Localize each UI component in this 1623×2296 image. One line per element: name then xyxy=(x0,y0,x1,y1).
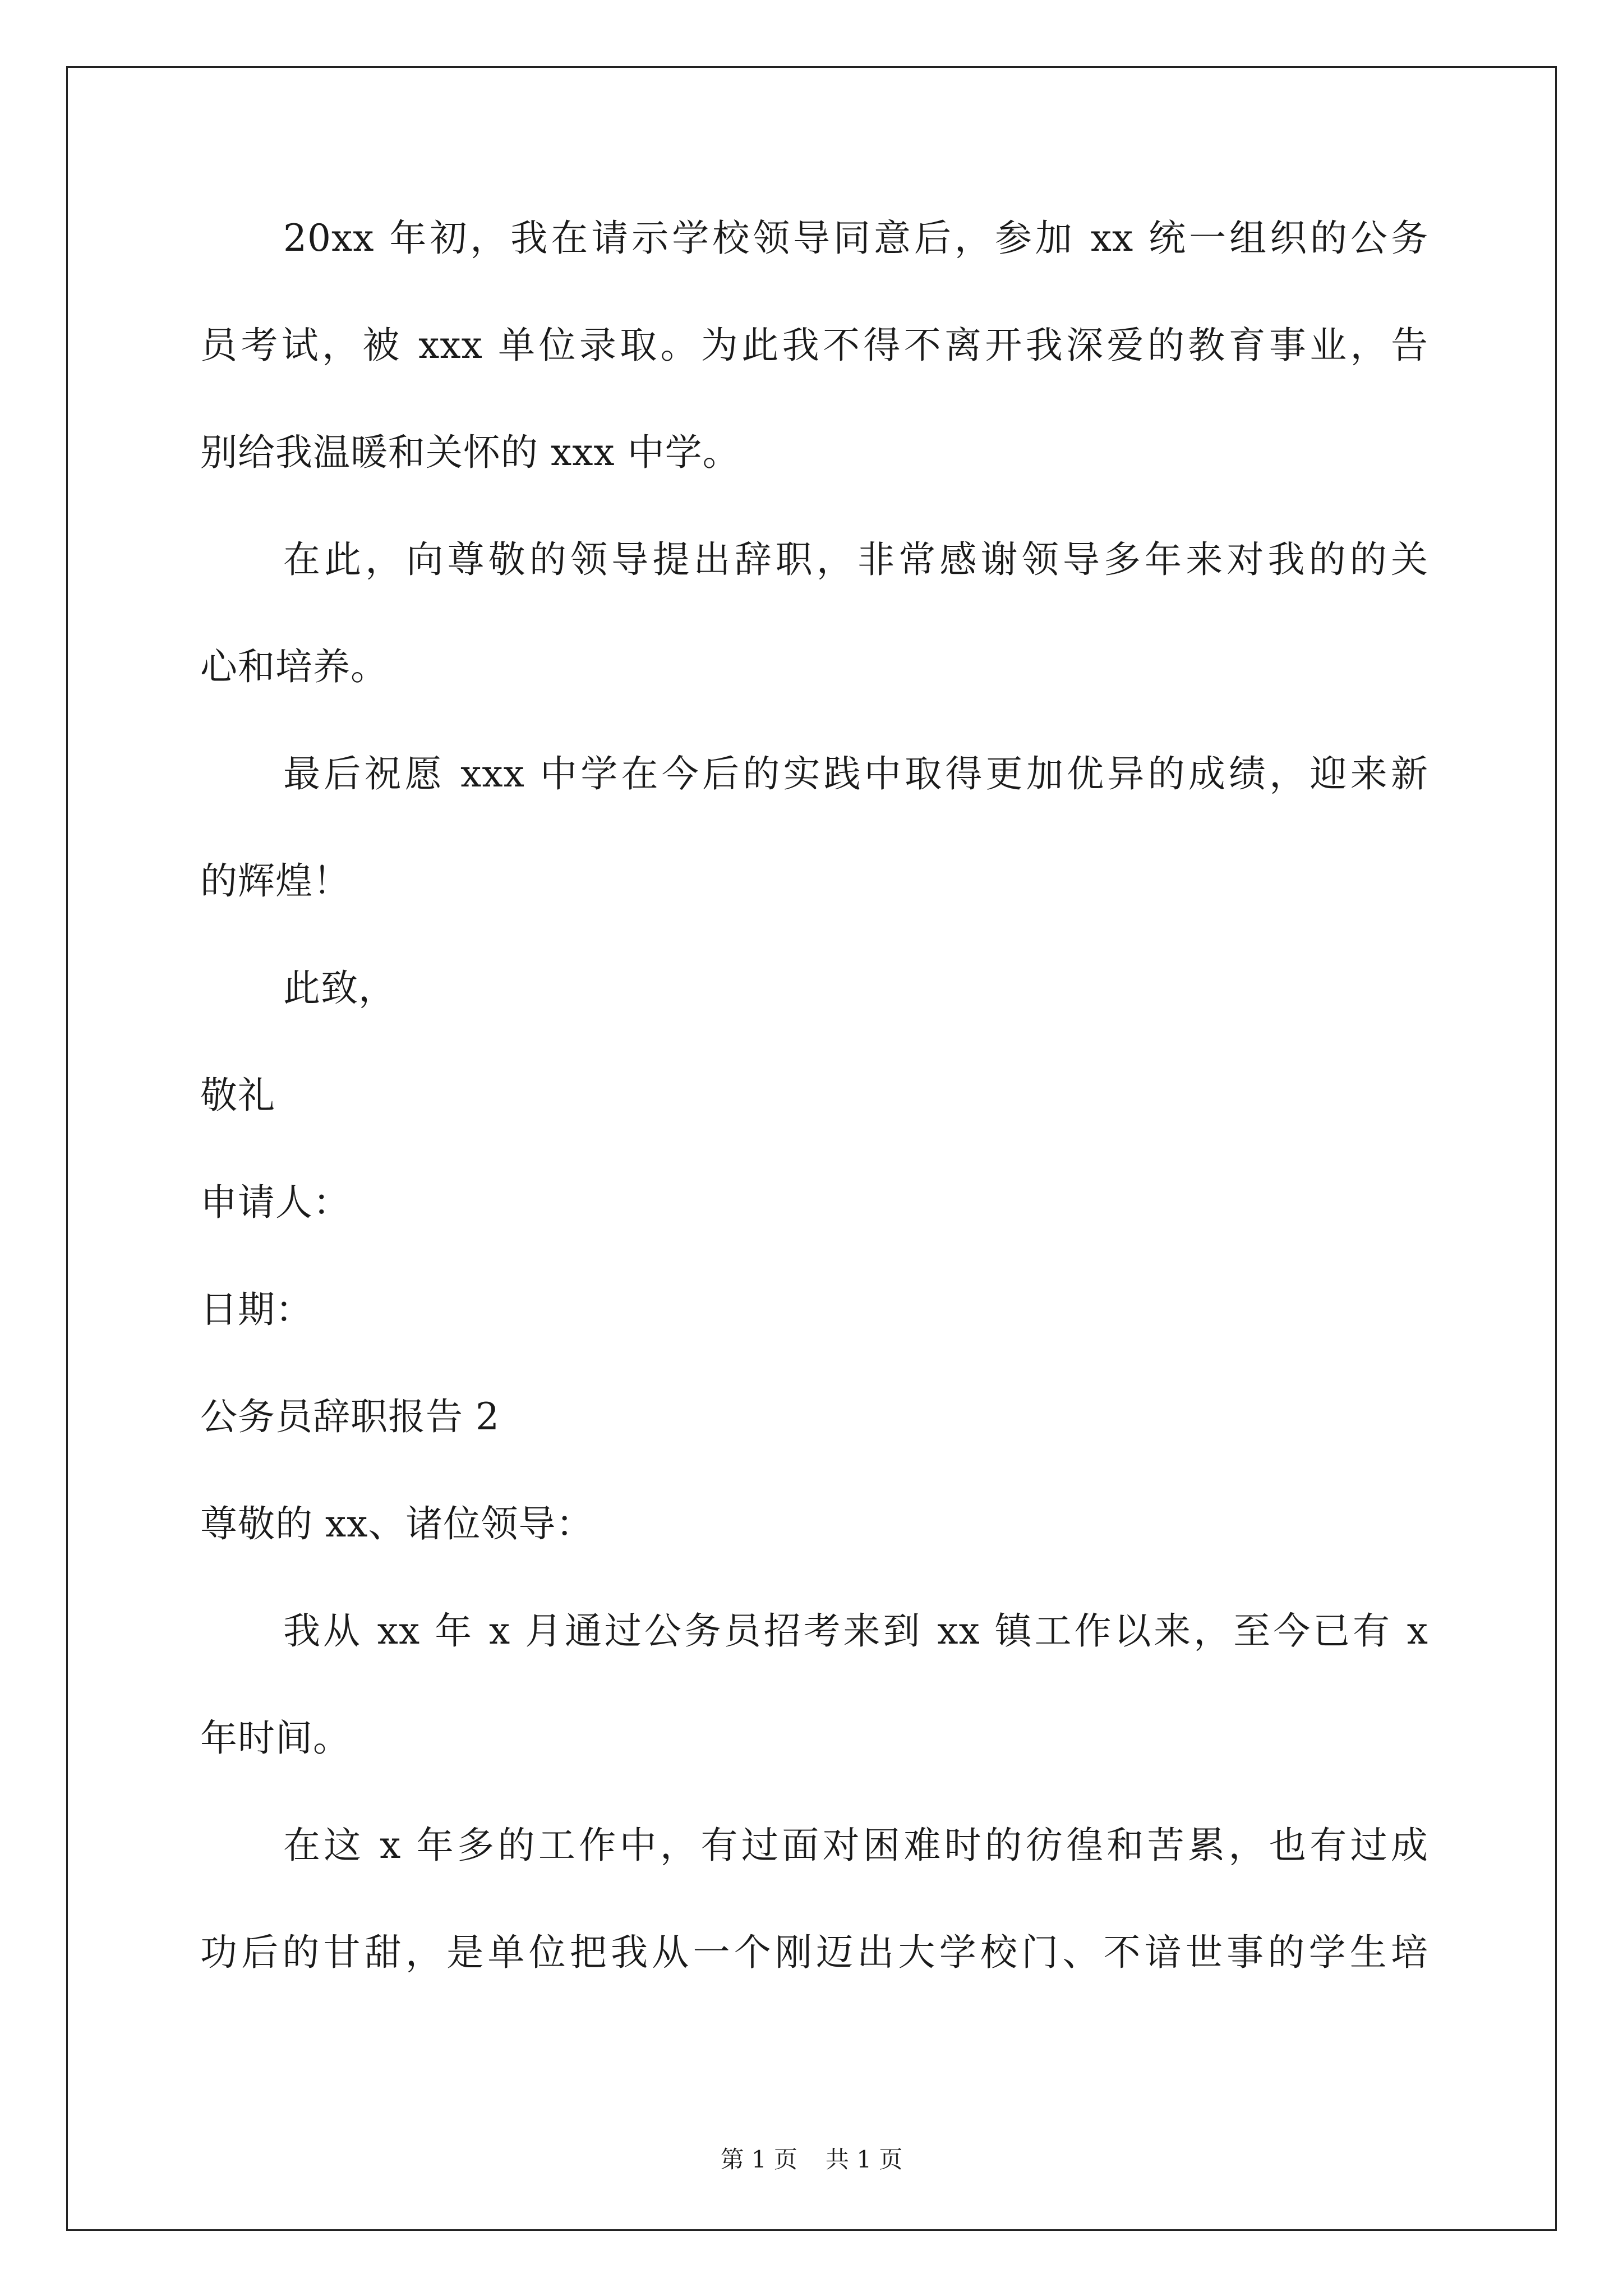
paragraph-1-line-2: 员考试，被 xxx 单位录取。为此我不得不离开我深爱的教育事业，告 xyxy=(200,324,1428,367)
paragraph-3-line-1: 最后祝愿 xxx 中学在今后的实践中取得更加优异的成绩，迎来新 xyxy=(283,752,1428,795)
page-total: 共 1 页 xyxy=(826,2146,903,2173)
section-title: 公务员辞职报告 2 xyxy=(200,1395,500,1438)
paragraph-5-line-2: 功后的甘甜，是单位把我从一个刚迈出大学校门、不谙世事的学生培 xyxy=(200,1931,1428,1974)
paragraph-2-line-1: 在此，向尊敬的领导提出辞职，非常感谢领导多年来对我的的关 xyxy=(283,538,1428,581)
paragraph-4-line-1: 我从 xx 年 x 月通过公务员招考来到 xx 镇工作以来，至今已有 x xyxy=(283,1609,1428,1653)
closing-salutation: 此致， xyxy=(283,967,396,1010)
paragraph-3-line-2: 的辉煌！ xyxy=(200,859,351,903)
page-number: 第 1 页 xyxy=(720,2146,797,2173)
paragraph-5-line-1: 在这 x 年多的工作中，有过面对困难时的彷徨和苦累，也有过成 xyxy=(283,1824,1428,1867)
page-footer xyxy=(0,2146,1623,2174)
paragraph-1-line-1: 20xx 年初，我在请示学校领导同意后，参加 xx 统一组织的公务 xyxy=(283,217,1428,260)
applicant-label: 申请人： xyxy=(200,1181,351,1224)
paragraph-2-line-2: 心和培养。 xyxy=(200,645,388,688)
page-frame xyxy=(66,66,1557,2231)
date-label: 日期： xyxy=(200,1288,313,1331)
closing-regards: 敬礼 xyxy=(200,1074,275,1117)
paragraph-1-line-3: 别给我温暖和关怀的 xxx 中学。 xyxy=(200,431,740,474)
paragraph-4-line-2: 年时间。 xyxy=(200,1717,351,1760)
greeting: 尊敬的 xx、诸位领导： xyxy=(200,1502,594,1545)
